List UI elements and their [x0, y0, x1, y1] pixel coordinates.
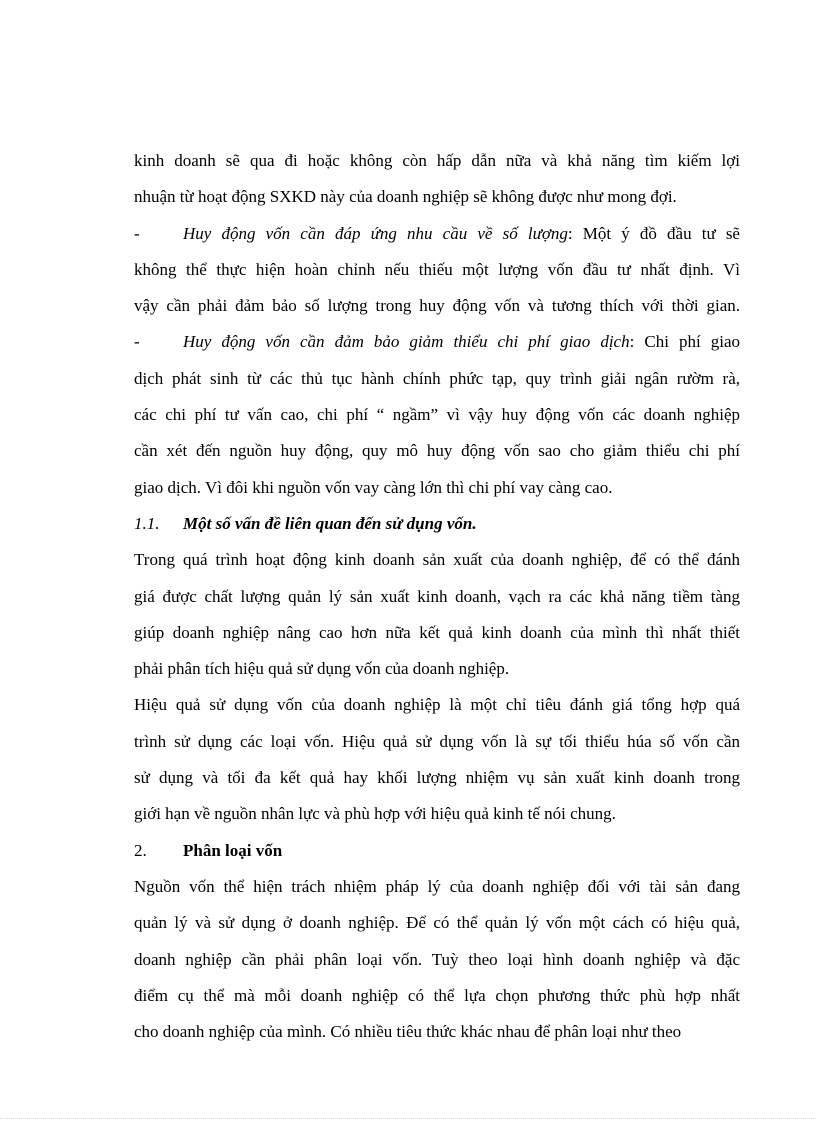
- paragraph-line: nhuận từ hoạt động SXKD này của doanh nghiệp sẽ không được như mong đợi.: [134, 187, 677, 207]
- bullet-dash: -: [134, 332, 140, 352]
- bullet-italic-lead: Huy động vốn cần đảm bảo giảm thiểu chi phí giao dịch: [183, 332, 630, 352]
- paragraph-line: quản lý và sử dụng ở doanh nghiệp. Để có thể quản lý vốn một cách có hiệu quả,: [134, 913, 740, 933]
- bullet-rest: : Chi phí giao: [629, 332, 741, 352]
- paragraph-line: giúp doanh nghiệp nâng cao hơn nữa kết quả kinh doanh của mình thì nhất thiết: [134, 622, 740, 642]
- bullet-italic-lead: Huy động vốn cần đáp ứng nhu cầu về số lượng: [183, 223, 568, 243]
- paragraph-line: các chi phí tư vấn cao, chi phí “ ngầm” vì vậy huy động vốn các doanh nghiệp: [134, 405, 740, 425]
- bullet-dash: -: [134, 223, 140, 243]
- section-number: 1.1.: [134, 513, 160, 533]
- paragraph-line: doanh nghiệp cần phải phân loại vốn. Tuỳ theo loại hình doanh nghiệp và đặc: [134, 949, 740, 969]
- page-bottom-divider: [0, 1118, 816, 1119]
- paragraph-line: trình sử dụng các loại vốn. Hiệu quả sử dụng vốn là sự tối thiểu húa số vốn cần: [134, 731, 740, 751]
- paragraph-line: giới hạn về nguồn nhân lực và phù hợp với hiệu quả kinh tế nói chung.: [134, 804, 616, 824]
- paragraph-line: Trong quá trình hoạt động kinh doanh sản xuất của doanh nghiệp, để có thể đánh: [134, 550, 740, 570]
- paragraph-line: Nguồn vốn thể hiện trách nhiệm pháp lý của doanh nghiệp đối với tài sản đang: [134, 876, 740, 896]
- paragraph-line: kinh doanh sẽ qua đi hoặc không còn hấp dẫn nữa và khả năng tìm kiếm lợi: [134, 151, 740, 170]
- paragraph-line: cho doanh nghiệp của mình. Có nhiều tiêu thức khác nhau để phân loại như theo: [134, 1022, 682, 1042]
- paragraph-line: cần xét đến nguồn huy động, quy mô huy động vốn sao cho giảm thiểu chi phí: [134, 441, 740, 461]
- section-title: Một số vấn đề liên quan đến sử dụng vốn.: [183, 513, 477, 533]
- paragraph-line: vậy cần phải đảm bảo số lượng trong huy động vốn và tương thích với thời gian.: [134, 296, 740, 316]
- paragraph-line: Hiệu quả sử dụng vốn của doanh nghiệp là một chỉ tiêu đánh giá tổng hợp quá: [134, 695, 740, 715]
- paragraph-line: sử dụng và tối đa kết quả hay khối lượng nhiệm vụ sản xuất kinh doanh trong: [134, 768, 740, 788]
- bullet-line: [134, 324, 740, 360]
- paragraph-line: điểm cụ thể mà mỗi doanh nghiệp có thể lựa chọn phương thức phù hợp nhất: [134, 985, 740, 1005]
- section-heading: [134, 506, 740, 542]
- section-title: Phân loại vốn: [183, 840, 283, 860]
- paragraph-line: dịch phát sinh từ các thủ tục hành chính phức tạp, quy trình giải ngân rườm rà,: [134, 368, 740, 388]
- paragraph-line: giao dịch. Vì đôi khi nguồn vốn vay càng lớn thì chi phí vay càng cao.: [134, 477, 613, 497]
- section-number: 2.: [134, 840, 147, 860]
- paragraph-line: giá được chất lượng quản lý sản xuất kinh doanh, vạch ra các khả năng tiềm tàng: [134, 586, 740, 606]
- bullet-line: [134, 216, 740, 252]
- section-heading: [134, 833, 740, 869]
- bullet-rest: : Một ý đồ đầu tư sẽ: [567, 223, 740, 243]
- paragraph-line: không thể thực hiện hoàn chỉnh nếu thiếu một lượng vốn đầu tư nhất định. Vì: [134, 259, 740, 279]
- document-body: [134, 143, 740, 1050]
- paragraph-line: phải phân tích hiệu quả sử dụng vốn của doanh nghiệp.: [134, 659, 510, 679]
